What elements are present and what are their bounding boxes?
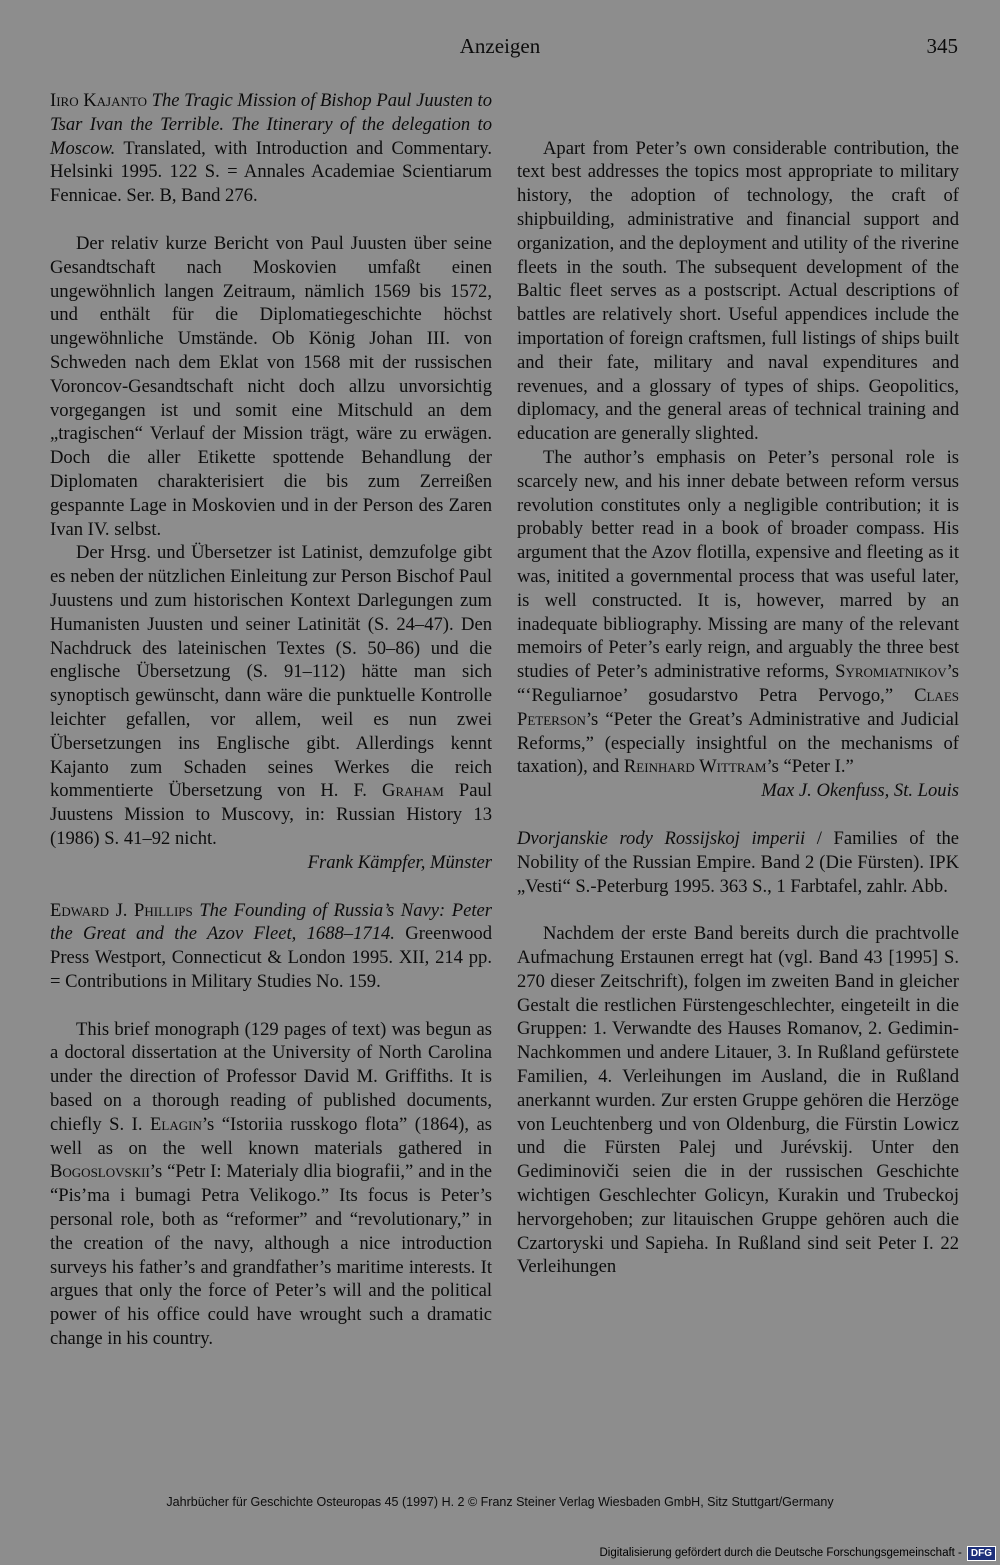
- review1-bibliography: [50, 89, 492, 208]
- review3-title: Dvorjanskie rody Rossijskoj imperii: [517, 827, 806, 849]
- review2-author: Edward J. Phillips: [50, 899, 193, 921]
- review2-paragraph-2: Apart from Peter’s own considerable contribution, the text best addresses the topics most appropriate to military history, the adoption of technology, the craft of shipbuilding, administrative and financial support and organization, and the deployment and utility of the riverine fleets in the south. The subsequent development of the Baltic fleet serves as a postscript. Actual descriptions of battles are relatively short. Useful appendices include the importation of foreign craftsmen, full listings of ships built and their fate, military and naval expenditures and revenues, and a glossary of types of ships. Geopolitics, diplomacy, and the general areas of technical training and education are generally slighted.: [517, 137, 959, 445]
- text-run: ’s “‘Reguliarnoe’ gosudarstvo Petra Pervogo,”: [517, 661, 959, 706]
- cited-author-reinhard-wittram: Reinhard Wittram: [623, 756, 767, 778]
- spacer: [517, 803, 959, 827]
- review3-bibliography: [517, 827, 959, 898]
- running-title: Anzeigen: [459, 34, 541, 58]
- text-run: This brief monograph (129 pages of text) was begun as a doctoral dissertation at the University of North Carolina under the direction of Professor David M. Griffiths. It is based on a thorough reading of published documents, chiefly S. I.: [50, 1018, 492, 1135]
- review3-paragraph-1: Nachdem der erste Band bereits durch die prachtvolle Aufmachung Erstaunen erregt hat (vgl. Band 43 [1995] S. 270 dieser Zeitschrift), folgen im zweiten Band in gleicher Gestalt die restlichen Fürstengeschlechter, eingeteilt in die Gruppen: 1. Verwandte des Hauses Romanov, 2. Gedimin-Nachkommen und andere Litauer, 3. In Rußland gefürstete Familien, 4. Verleihungen im Ausland, die in Rußland anerkannt wurden. Zur ersten Gruppe gehören die Herzöge von Leuchtenberg und von Oldenburg, die Fürstin Lowicz und die Fürsten Palej und Jurévskij. Unter den Gediminoviči seien die in der russischen Geschichte wichtigen Geschlechter Golicyn, Kurakin und Trubeckoj hervorgehoben; zur litauischen Gruppe gehören auch die Czartoryski und Sapieha. In Rußland sind seit Peter I. 22 Verleihungen: [517, 923, 959, 1278]
- page-header: [0, 33, 1000, 59]
- cited-author-bogoslovskii: Bogoslovskii: [50, 1161, 150, 1183]
- text-run: ’s “Peter the Great’s Administrative and Judicial Reforms,” (especially insightful on the mechanisms of taxation), and: [517, 708, 959, 778]
- review3-imprint: / Families of the Nobility of the Russian Empire. Band 2 (Die Fürsten). IPK „Vesti“ S.-Peterburg 1995. 363 S., 1 Farbtafel, zahlr. Abb.: [517, 827, 959, 897]
- cited-author-claes-peterson: Claes Peterson: [517, 684, 959, 730]
- review1-author: Iiro Kajanto: [50, 90, 147, 111]
- review2-paragraph-3: [517, 446, 959, 779]
- text-run: Der Hrsg. und Übersetzer ist Latinist, demzufolge gibt es neben der nützlichen Einleitung zur Person Bischof Paul Juustens und zum historischen Kontext Darlegungen zum Humanisten Juusten und seiner Latinität (S. 24–47). Den Nachdruck des lateinischen Textes (S. 50–86) und die englische Übersetzung (S. 91–112) hätte man sich synoptisch gewünscht, dann wäre die punktuelle Kontrolle leichter gefallen, vor allem, weil es nun zwei Übersetzungen ins Englische gibt. Allerdings kennt Kajanto zum Schaden seines Werkes die reich kommentierte Übersetzung von H. F.: [50, 542, 492, 802]
- cited-author-graham: Graham: [382, 780, 444, 802]
- review2-paragraph-1: [50, 1018, 492, 1351]
- left-column: [50, 89, 492, 1351]
- review1-title: The Tragic Mission of Bishop Paul Juusten to Tsar Ivan the Terrible. The Itinerary of the delegation to Moscow.: [50, 90, 493, 159]
- dfg-logo-icon: DFG: [967, 1546, 996, 1561]
- review1-imprint: Translated, with Introduction and Commentary. Helsinki 1995. 122 S. = Annales Academiae Scientiarum Fennicae. Ser. B, Band 276.: [50, 137, 492, 207]
- right-column: [517, 89, 959, 1279]
- review2-bibliography: [50, 899, 492, 994]
- review2-imprint: Greenwood Press Westport, Connecticut & London 1995. XII, 214 pp. = Contributions in Military Studies No. 159.: [50, 923, 493, 992]
- spacer: [517, 898, 959, 922]
- review1-paragraph-1: Der relativ kurze Bericht von Paul Juusten über seine Gesandtschaft nach Moskovien umfaßt einen ungewöhnlich langen Zeitraum, nämlich 1569 bis 1572, und enthält für die Diplomatiegeschichte höchst ungewöhnliche Umstände. Ob König Johan III. von Schweden nach dem Eklat von 1568 mit der russischen Voroncov-Gesandtschaft nicht doch allzu unvorsichtig vorgegangen ist und somit eine Mitschuld an dem „tragischen“ Verlauf der Mission trägt, wäre zu erwägen. Doch die aller Etikette spottende Behandlung der Diplomaten charakterisiert die bis zum Zerreißen gespannte Lage in Moskovien und in der Person des Zaren Ivan IV. selbst.: [50, 232, 492, 540]
- review1-signature: Frank Kämpfer, Münster: [307, 851, 492, 873]
- text-run: ’s “Istoriia russkogo flota” (1864), as well as on the well known materials gathered in: [50, 1113, 492, 1159]
- spacer: [50, 875, 492, 899]
- digitization-text: Digitalisierung gefördert durch die Deutsche Forschungsgemeinschaft -: [599, 1547, 962, 1559]
- cited-author-syromiatnikov: Syromiatnikov: [835, 661, 947, 683]
- spacer: [50, 994, 492, 1018]
- page-number: 345: [926, 34, 958, 58]
- journal-footer: Jahrbücher für Geschichte Osteuropas 45 (1997) H. 2 © Franz Steiner Verlag Wiesbaden GmbH, Sitz Stuttgart/Germany: [166, 1495, 834, 1509]
- text-run: ’s “Peter I.”: [766, 756, 854, 778]
- review2-title: The Founding of Russia’s Navy: Peter the Great and the Azov Fleet, 1688–1714.: [50, 899, 493, 945]
- text-run: ’s “Petr I: Materialy dlia biografii,” and in the “Pis’ma i bumagi Petra Velikogo.” Its focus is Peter’s personal role, both as “reformer” and “revolutionary,” in the creation of the navy, although a nice introduction surveys his father’s and grandfather’s maritime interests. It argues that only the force of Peter’s will and the political power of his office could have wrought such a dramatic change in his country.: [50, 1161, 492, 1350]
- text-run: Paul Juustens Mission to Muscovy, in: Russian History 13 (1986) S. 41–92 nicht.: [50, 780, 492, 849]
- spacer: [50, 208, 492, 232]
- review1-paragraph-2: [50, 541, 492, 850]
- text-run: The author’s emphasis on Peter’s personal role is scarcely new, and his inner debate between reform versus revolution constitutes only a negligible contribution; it is probably better read in a book of broader compass. His argument that the Azov flotilla, expensive and fleeting as it was, initited a governmental process that was useful later, is well constructed. It is, however, marred by an inadequate bibliography. Missing are many of the relevant memoirs of Peter’s early reign, and arguably the three best studies of Peter’s administrative reforms,: [517, 446, 959, 683]
- review2-signature: Max J. Okenfuss, St. Louis: [761, 780, 959, 802]
- digitization-note: [599, 1545, 996, 1561]
- cited-author-elagin: Elagin: [150, 1113, 202, 1135]
